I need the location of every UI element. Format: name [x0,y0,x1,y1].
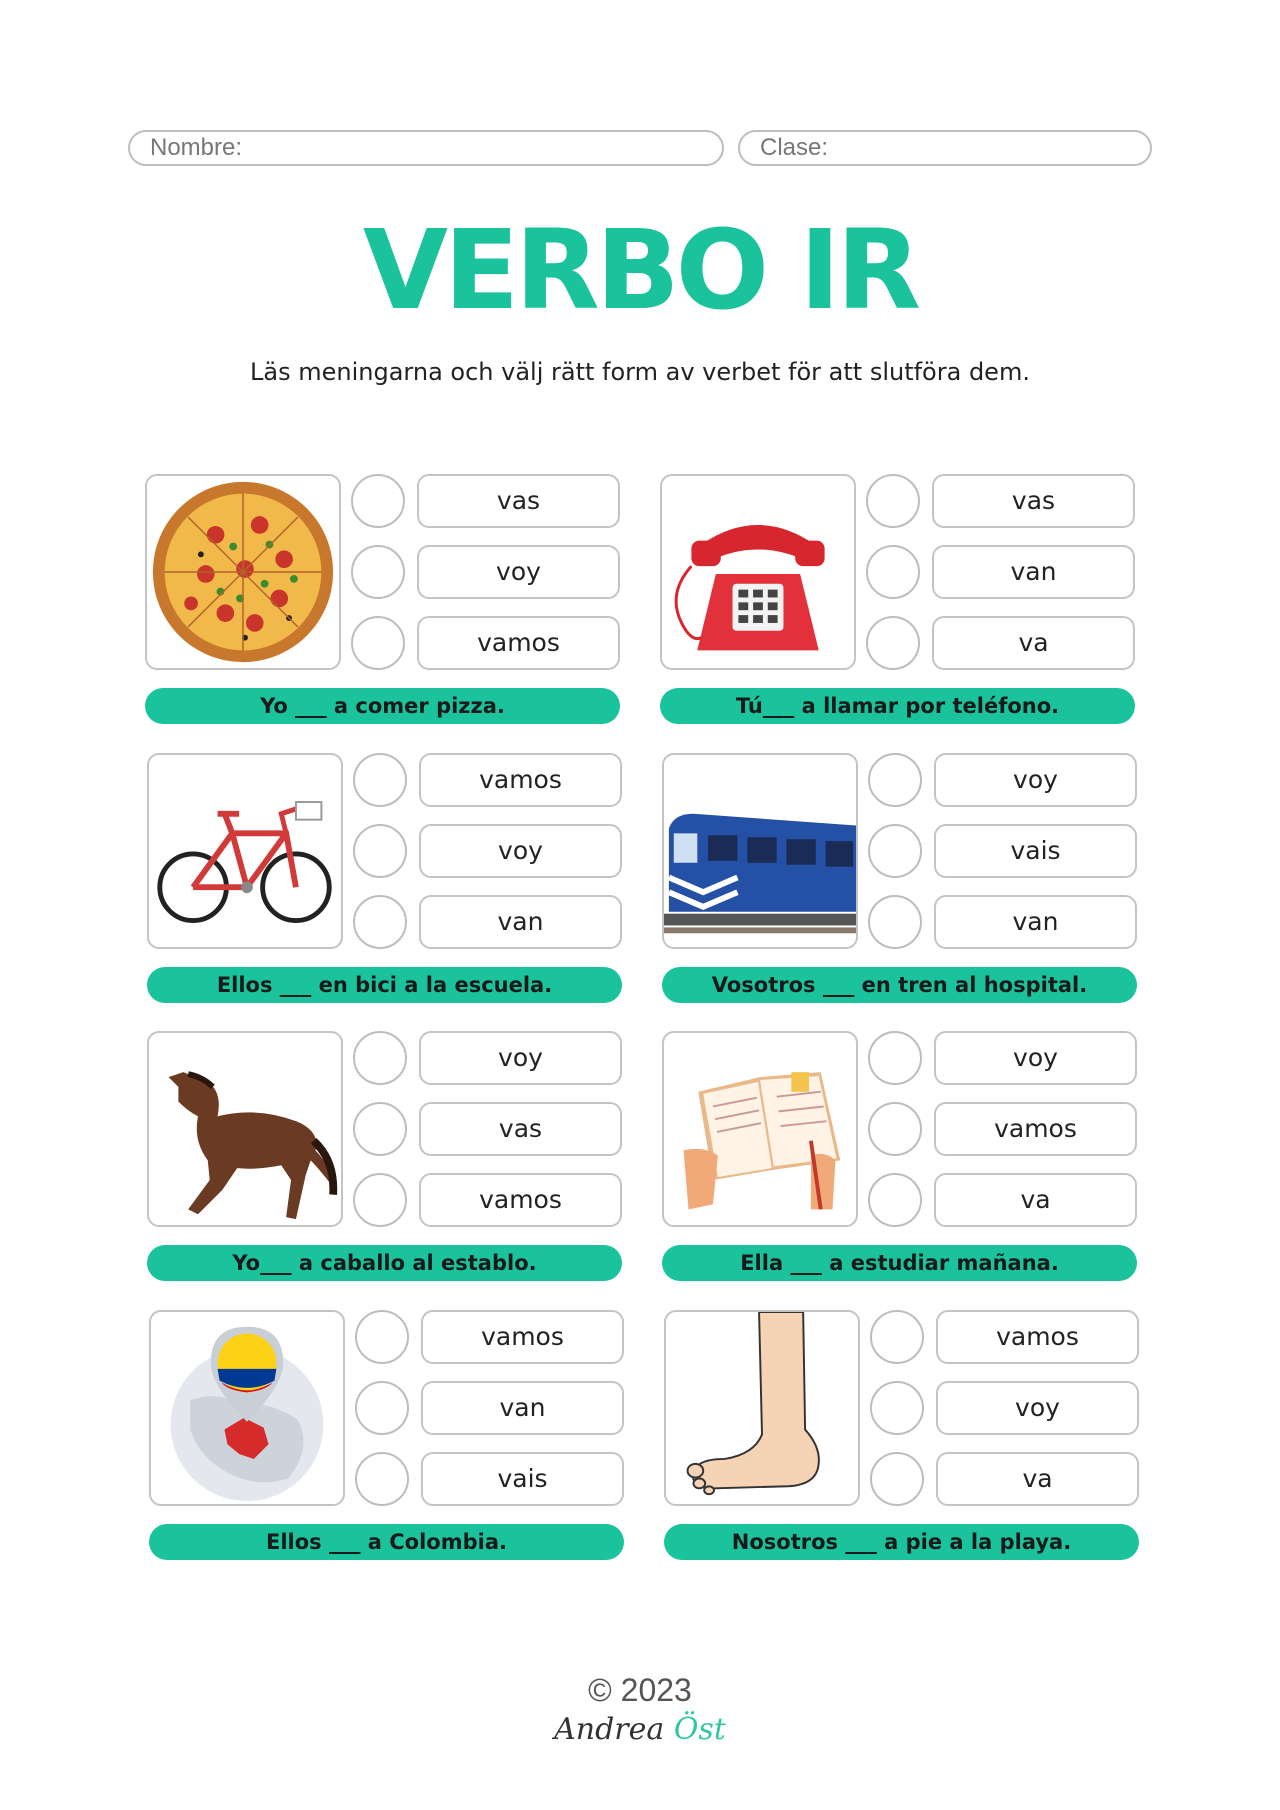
sentence-bar: Ella ___ a estudiar mañana. [662,1245,1137,1281]
name-field[interactable] [128,130,724,166]
option-radio[interactable] [868,1173,922,1227]
option-button[interactable]: vamos [419,1173,622,1227]
class-field[interactable] [738,130,1152,166]
sentence-bar: Vosotros ___ en tren al hospital. [662,967,1137,1003]
author-signature [0,1712,1280,1747]
option-button[interactable]: vas [419,1102,622,1156]
author-last-name: Öst [673,1712,726,1747]
colombia-map-icon [149,1310,345,1506]
exercise-card-colombia [149,1310,624,1560]
option-button[interactable]: voy [419,1031,622,1085]
option-button[interactable]: vais [934,824,1137,878]
sentence-bar: Tú___ a llamar por teléfono. [660,688,1135,724]
pizza-icon [145,474,341,670]
option-radio[interactable] [866,616,920,670]
bicycle-icon [147,753,343,949]
sentence-bar: Nosotros ___ a pie a la playa. [664,1524,1139,1560]
option-button[interactable]: voy [934,753,1137,807]
option-button[interactable]: vas [417,474,620,528]
option-button[interactable]: va [934,1173,1137,1227]
option-button[interactable]: voy [417,545,620,599]
option-radio[interactable] [870,1310,924,1364]
telephone-icon [660,474,856,670]
sentence-bar: Yo___ a caballo al establo. [147,1245,622,1281]
exercise-card-foot [664,1310,1139,1560]
option-radio[interactable] [868,824,922,878]
exercise-card-book [662,1031,1137,1281]
option-button[interactable]: van [932,545,1135,599]
option-button[interactable]: voy [419,824,622,878]
option-button[interactable]: vas [932,474,1135,528]
book-icon [662,1031,858,1227]
option-radio[interactable] [870,1452,924,1506]
option-button[interactable]: voy [934,1031,1137,1085]
option-radio[interactable] [866,474,920,528]
option-radio[interactable] [353,753,407,807]
option-button[interactable]: vamos [936,1310,1139,1364]
foot-icon [664,1310,860,1506]
class-label: Clase: [760,134,829,161]
sentence-bar: Ellos ___ a Colombia. [149,1524,624,1560]
option-button[interactable]: van [934,895,1137,949]
option-button[interactable]: va [932,616,1135,670]
option-radio[interactable] [353,1031,407,1085]
option-radio[interactable] [868,1102,922,1156]
exercise-card-bicycle [147,753,622,1003]
horse-icon [147,1031,343,1227]
option-radio[interactable] [868,895,922,949]
option-radio[interactable] [355,1310,409,1364]
copyright-text: © 2023 [588,1672,692,1708]
option-radio[interactable] [353,824,407,878]
option-radio[interactable] [351,474,405,528]
option-radio[interactable] [866,545,920,599]
option-button[interactable]: van [419,895,622,949]
instructions: Läs meningarna och välj rätt form av verbet för att slutföra dem. [250,358,1030,386]
option-radio[interactable] [868,753,922,807]
option-radio[interactable] [870,1381,924,1435]
option-radio[interactable] [868,1031,922,1085]
exercise-card-train [662,753,1137,1003]
sentence-bar: Ellos ___ en bici a la escuela. [147,967,622,1003]
exercise-card-pizza [145,474,620,724]
option-radio[interactable] [355,1452,409,1506]
option-button[interactable]: vamos [417,616,620,670]
option-button[interactable]: voy [936,1381,1139,1435]
exercise-card-telephone [660,474,1135,724]
option-radio[interactable] [355,1381,409,1435]
option-button[interactable]: vais [421,1452,624,1506]
option-radio[interactable] [353,895,407,949]
option-radio[interactable] [351,616,405,670]
option-button[interactable]: vamos [421,1310,624,1364]
option-button[interactable]: vamos [419,753,622,807]
name-label: Nombre: [150,134,243,161]
sentence-bar: Yo ___ a comer pizza. [145,688,620,724]
option-button[interactable]: va [936,1452,1139,1506]
page-title: VERBO IR [362,206,918,334]
option-radio[interactable] [353,1102,407,1156]
option-radio[interactable] [351,545,405,599]
author-first-name: Andrea [554,1712,665,1747]
option-button[interactable]: vamos [934,1102,1137,1156]
exercise-card-horse [147,1031,622,1281]
option-button[interactable]: van [421,1381,624,1435]
train-icon [662,753,858,949]
option-radio[interactable] [353,1173,407,1227]
